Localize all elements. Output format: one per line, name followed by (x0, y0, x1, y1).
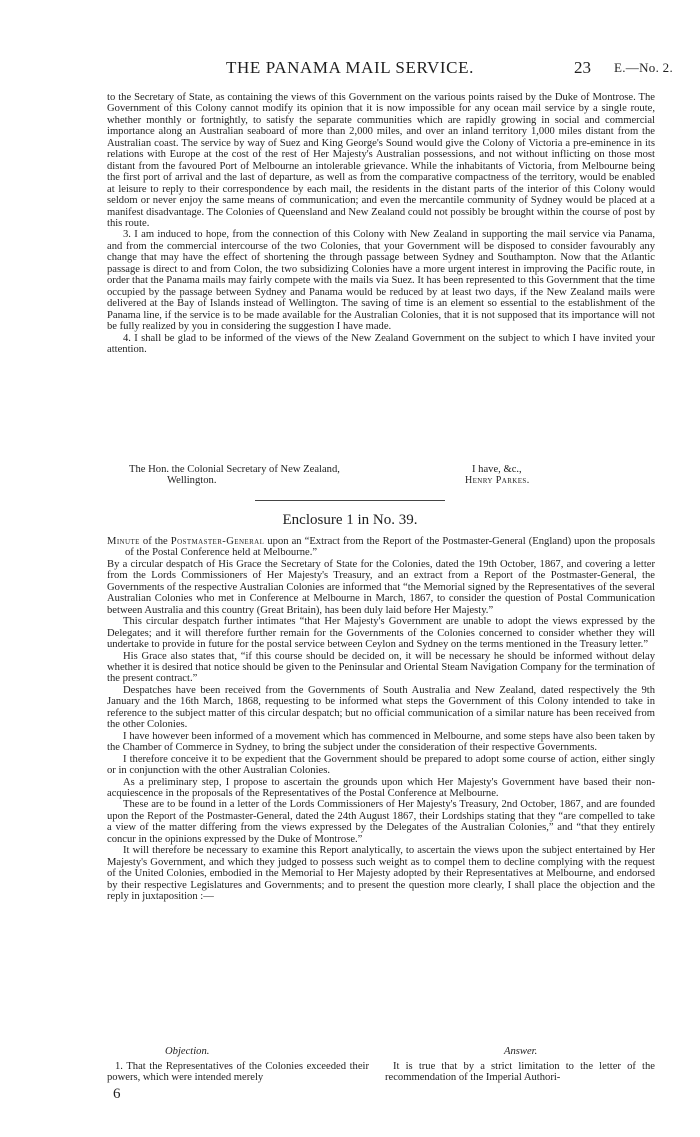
letter-paragraph: 4. I shall be glad to be informed of the views of the New Zealand Government on the subject to which I have invited your attention. (107, 332, 655, 355)
letter-signature-block (107, 464, 655, 488)
minute-paragraph: This circular despatch further intimates “that Her Majesty's Government are unable to adopt the views expressed by the Delegates; and it will therefore further remain for the Governments of the Colonies concerned to consider whether they will undertake to provide in future for the postal service between Ceylon and Sydney on the terms mentioned in the Treasury letter.” (107, 616, 655, 651)
letter-paragraph: 3. I am induced to hope, from the connection of this Colony with New Zealand in supporting the mail service via Panama, and from the commercial intercourse of the two Colonies, that your Government will be disposed to consider favourably any change that may have the effect of shortening the through passage between Sydney and Southampton. Now that the Atlantic passage is direct to and from Colon, the two subsidizing Colonies have a more urgent interest in improving the Pacific route, in order that the Panama mails may fairly compete with the mails via Suez. It has been represented to this Government that the time occupied by the passage between Sydney and Panama would be reduced by at least two days, if the New Zealand mails were delivered at the Bay of Islands instead of Wellington. The saving of time is an element so essential to the establishment of the Panama line, if the service is to be made available for the Australian Colonies, that it is not supposed that its importance will not be fully realized by you in considering the suggestion I have made. (107, 229, 655, 333)
minute-paragraph: By a circular despatch of His Grace the Secretary of State for the Colonies, dated the 19th October, 1867, and covering a letter from the Lords Commissioners of Her Majesty's Treasury, and an extract from a Report of the Postmaster-General, the Governments of the respective Australian Colonies are informed that “the Memorial signed by the Representatives of the several Australian Colonies who met in Conference at Melbourne in March, 1867, to consider the question of Postal Communication between Australia and this country (Great Britain), has been duly laid before Her Majesty.” (107, 558, 655, 616)
minute-paragraph: These are to be found in a letter of the Lords Commissioners of Her Majesty's Treasury, 2nd October, 1867, and are founded upon the Report of the Postmaster-General, dated the 24th August 1867, their Lordships stating that they “are compelled to take a view of the matter differing from the views expressed by the Delegates of the Australian Colonies,” and “that they entirely concur in the opinions expressed by the Duke of Montrose.” (107, 799, 655, 845)
section-divider (255, 500, 445, 501)
closing-phrase: I have, &c., (472, 464, 522, 475)
minute-paragraph: His Grace also states that, “if this course should be decided on, it will be necessary he should be informed without delay whether it is desired that notice should be given to the Peninsular and Oriental Steam Navigation Company for the termination of the present contract.” (107, 650, 655, 685)
page-header (0, 58, 700, 82)
minute-body (107, 536, 655, 903)
minute-title (107, 536, 655, 559)
letter-body (107, 92, 655, 355)
document-reference: E.—No. 2. (614, 60, 674, 75)
answer-column (385, 1061, 655, 1084)
running-title: THE PANAMA MAIL SERVICE. (226, 58, 474, 77)
addressee-line: The Hon. the Colonial Secretary of New Zealand, (129, 464, 340, 475)
letter-paragraph: to the Secretary of State, as containing the views of this Government on the various points raised by the Duke of Montrose. The Government of this Colony cannot modify its opinion that it is now impossible for any ocean mail service by a single route, whether monthly or fortnightly, to satisfy the separate communities which are rapidly growing in social and commercial importance along an Australian seaboard of more than 2,000 miles, and over an inland territory 1,000 miles distant from the Australian coast. The service by way of Suez and King George's Sound would give the Colony of Victoria a pre-eminence in its relations with Europe at the cost of the rest of Her Majesty's Australian possessions, and not without inflicting on those most distant from the favoured Port of Melbourne an intolerable grievance. While the inhabitants of Victoria, from Melbourne being the first port of arrival and the last of departure, as well as from the comparative compactness of the territory, would be enabled at leisure to reply to their correspondence by each mail, the residents in the distant parts of the interior of this Colony would seldom or never enjoy the same means of communication; and even the mercantile community of Sydney would be placed at a manifest disadvantage. The Colonies of Queensland and New Zealand could not possibly be brought within the course of post by this route. (107, 92, 655, 229)
minute-paragraph: It will therefore be necessary to examine this Report analytically, to ascertain the views upon the subject entertained by Her Majesty's Government, and which they judged to possess such weight as to compel them to decline complying with the request of the United Colonies, embodied in the Memorial to Her Majesty adopted by their Representatives at Melbourne, and endorsed by their respective Legislatures and Governments; and to present the question more clearly, I shall place the objection and the reply in juxtaposition :— (107, 845, 655, 903)
minute-paragraph: As a preliminary step, I propose to ascertain the grounds upon which Her Majesty's Government have based their non-acquiescence in the proposals of the Representatives of the Postal Conference at Melbourne. (107, 776, 655, 799)
minute-paragraph: I have however been informed of a movement which has commenced in Melbourne, and some steps have also been taken by the Chamber of Commerce in Sydney, to bring the subject under the consideration of their respective Governments. (107, 730, 655, 754)
printer-signature-mark: 6 (113, 1086, 121, 1102)
objection-heading: Objection. (165, 1046, 210, 1057)
minute-paragraph: Despatches have been received from the Governments of South Australia and New Zealand, dated respectively the 9th January and the 16th March, 1868, requesting to be informed what steps the Government of this Colony intended to take in reference to the subject matter of this circular despatch; but no official communication of a similar nature has been received from the other Colonies. (107, 684, 655, 731)
minute-of: of the (142, 536, 168, 547)
answer-item: It is true that by a strict limitation to the letter of the recommendation of the Imperial Authori- (385, 1061, 655, 1084)
answer-heading: Answer. (504, 1046, 538, 1057)
minute-office: Postmaster-General (170, 536, 265, 547)
minute-subject: upon an “Extract from the Report of the Postmaster-General (England) upon the proposals of the Postal Conference held at Melbourne.” (125, 536, 656, 559)
minute-label: Minute (107, 536, 140, 547)
juxtaposition-headings (107, 1046, 655, 1059)
signatory-name: Henry Parkes. (465, 475, 530, 487)
page-number: 23 (574, 58, 591, 77)
enclosure-heading: Enclosure 1 in No. 39. (282, 512, 418, 528)
objection-column (107, 1061, 369, 1084)
addressee-place: Wellington. (167, 475, 217, 487)
objection-item: 1. That the Representatives of the Colonies exceeded their powers, which were intended merely (107, 1061, 369, 1084)
minute-paragraph: I therefore conceive it to be expedient that the Government should be prepared to adopt some course of action, either singly or in conjunction with the other Australian Colonies. (107, 753, 655, 777)
